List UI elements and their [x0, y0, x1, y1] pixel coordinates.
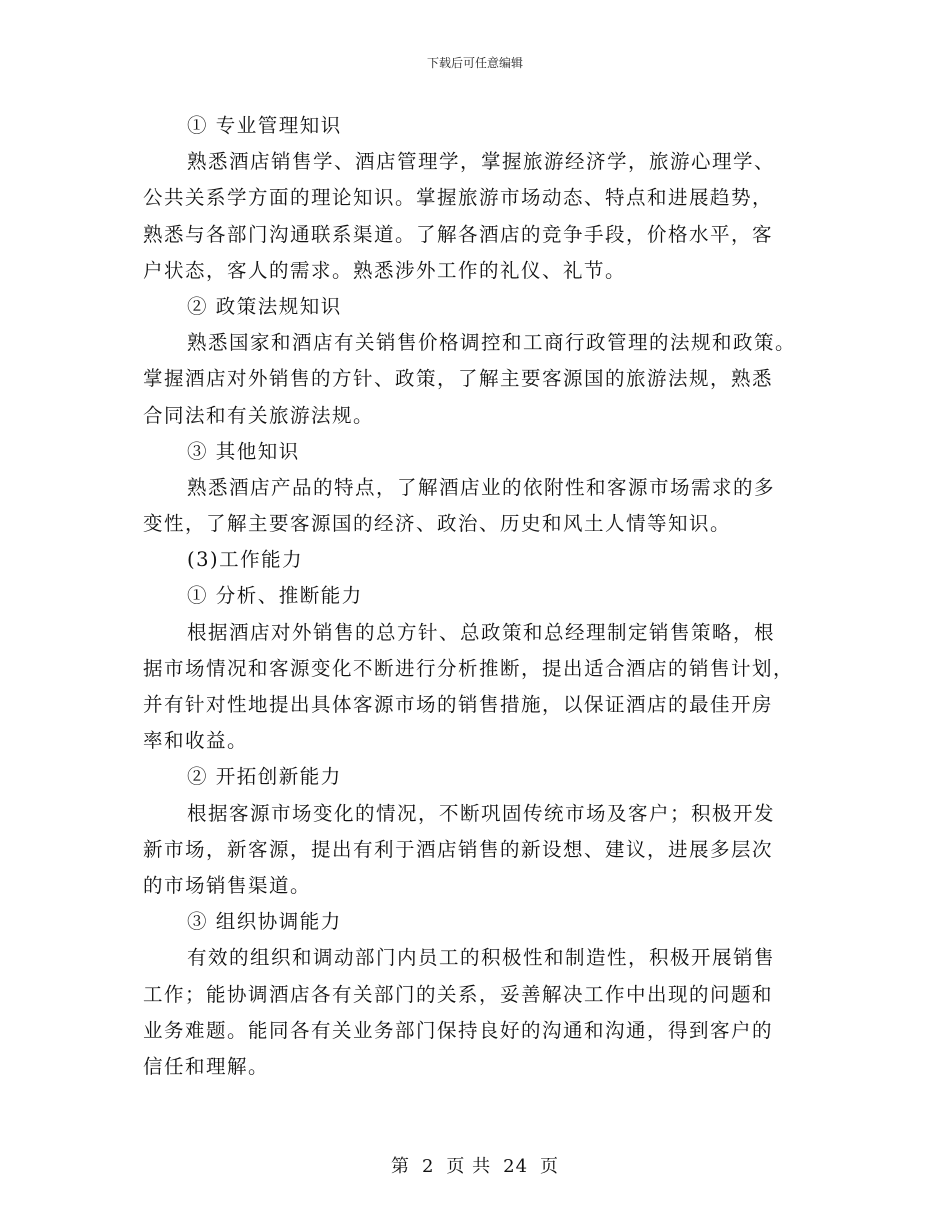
paragraph-line: 并有针对性地提出具体客源市场的销售措施，以保证酒店的最佳开房: [143, 693, 774, 716]
paragraph-line: 合同法和有关旅游法规。: [143, 403, 375, 427]
paragraph-line: 信任和理解。: [143, 1054, 270, 1078]
paragraph-line: 熟悉酒店产品的特点，了解酒店业的依附性和客源市场需求的多: [187, 475, 776, 499]
footer-suffix: 页: [540, 1156, 560, 1177]
section-heading: (3)工作能力: [187, 548, 304, 572]
page-footer: [0, 1152, 950, 1178]
page-header: 下载后可任意编辑: [426, 56, 523, 70]
footer-page-number: 2: [421, 1156, 435, 1177]
paragraph-line: 熟悉国家和酒店有关销售价格调控和工商行政管理的法规和政策。: [187, 331, 797, 355]
paragraph-line: 掌握酒店对外销售的方针、政策，了解主要客源国的旅游法规，熟悉: [143, 367, 774, 391]
paragraph-line: 据市场情况和客源变化不断进行分析推断，提出适合酒店的销售计划，: [143, 656, 795, 680]
paragraph-line: 根据酒店对外销售的总方针、总政策和总经理制定销售策略，根: [187, 620, 776, 644]
paragraph-line: 公共关系学方面的理论知识。掌握旅游市场动态、特点和进展趋势，: [143, 186, 774, 210]
section-heading: ③ 其他知识: [187, 439, 300, 463]
paragraph-line: 新市场，新客源，提出有利于酒店销售的新设想、建议，进展多层次: [143, 837, 774, 861]
paragraph-line: 率和收益。: [143, 729, 249, 753]
paragraph-line: 工作；能协调酒店各有关部门的关系，妥善解决工作中出现的问题和: [143, 982, 774, 1006]
paragraph-line: 变性，了解主要客源国的经济、政治、历史和风土人情等知识。: [143, 512, 732, 536]
paragraph-line: 根据客源市场变化的情况，不断巩固传统市场及客户；积极开发: [187, 801, 776, 825]
footer-prefix: 第: [390, 1156, 410, 1177]
section-heading: ② 政策法规知识: [187, 294, 342, 318]
section-heading: ① 专业管理知识: [187, 114, 342, 137]
paragraph-line: 熟悉酒店销售学、酒店管理学，掌握旅游经济学，旅游心理学、: [187, 150, 776, 174]
paragraph-line: 业务难题。能同各有关业务部门保持良好的沟通和沟通，得到客户的: [143, 1018, 774, 1042]
paragraph-line: 熟悉与各部门沟通联系渠道。了解各酒店的竞争手段，价格水平，客: [143, 222, 774, 246]
section-heading: ③ 组织协调能力: [187, 910, 342, 934]
paragraph-line: 有效的组织和调动部门内员工的积极性和制造性，积极开展销售: [187, 946, 776, 970]
section-heading: ① 分析、推断能力: [187, 584, 363, 608]
paragraph-line: 的市场销售渠道。: [143, 873, 312, 897]
footer-total-pages: 24: [503, 1156, 529, 1177]
document-body: [143, 108, 803, 1085]
footer-middle: 页 共: [446, 1156, 492, 1177]
section-heading: ② 开拓创新能力: [187, 765, 342, 789]
paragraph-line: 户状态，客人的需求。熟悉涉外工作的礼仪、礼节。: [143, 258, 627, 282]
